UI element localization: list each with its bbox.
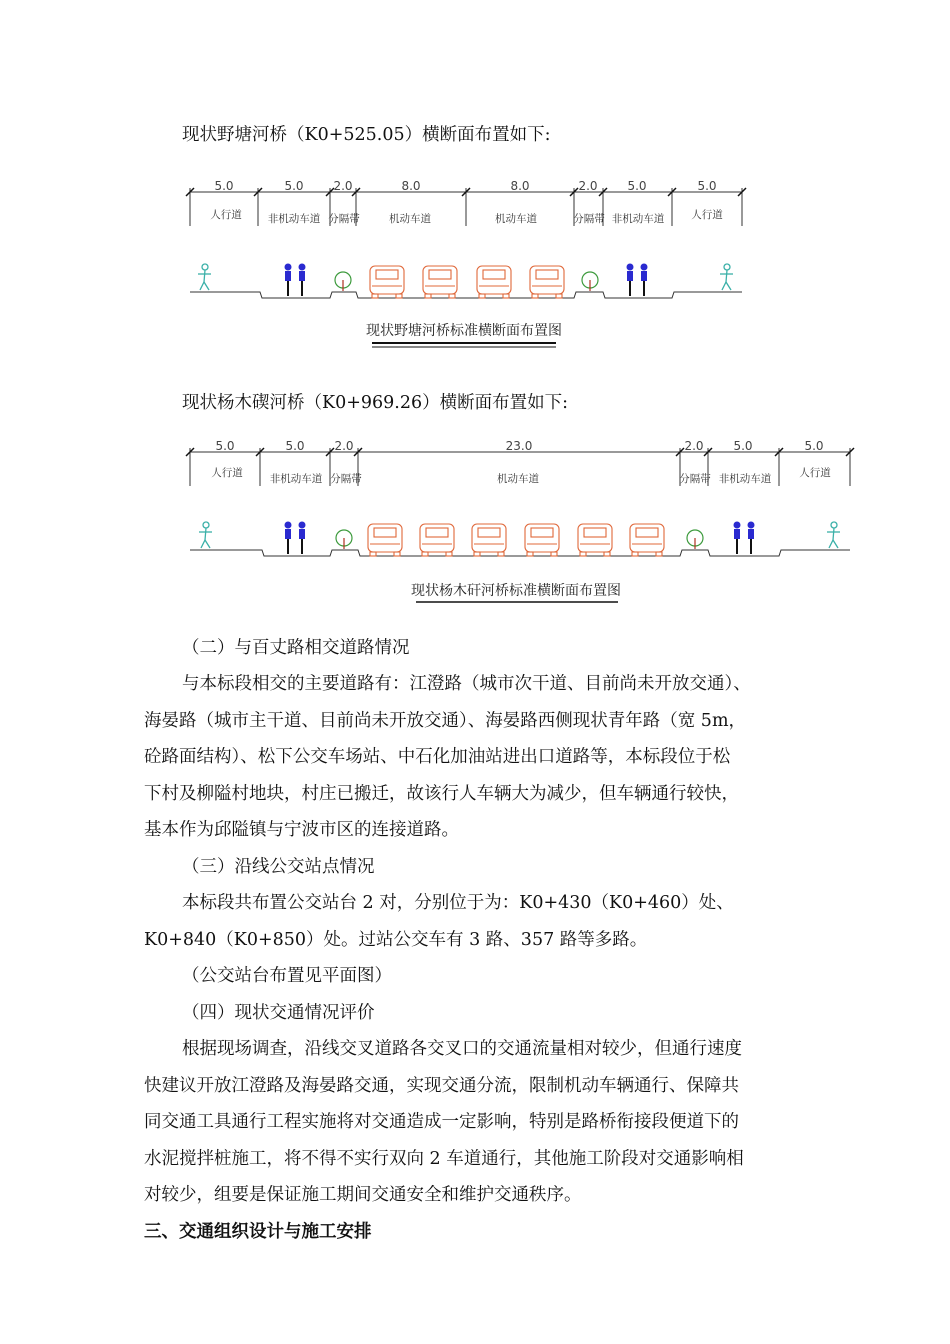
lane-label: 分隔带	[679, 473, 711, 485]
car-icon	[420, 524, 454, 556]
paragraph-line: 本标段共布置公交站台 2 对，分别位于为：K0+430（K0+460）处、	[182, 893, 734, 913]
tree-icon	[687, 530, 703, 549]
lane-label: 分隔带	[328, 213, 360, 225]
dim-label: 2.0	[333, 179, 353, 193]
dim-label: 23.0	[505, 439, 533, 453]
lane-label: 人行道	[799, 467, 831, 479]
lane-label: 人行道	[691, 209, 723, 221]
car-icon	[630, 524, 664, 556]
car-icon	[477, 266, 511, 298]
paragraph-line: 对较少，组要是保证施工期间交通安全和维护交通秩序。	[144, 1185, 582, 1205]
cyclist-icon	[734, 522, 741, 555]
paragraph-line: K0+840（K0+850）处。过站公交车有 3 路、357 路等多路。	[144, 930, 648, 950]
lane-label: 人行道	[210, 209, 242, 221]
car-icon	[525, 524, 559, 556]
dim-label: 2.0	[334, 439, 354, 453]
tree-icon	[336, 530, 352, 549]
dim-label: 5.0	[284, 179, 304, 193]
dim-label: 5.0	[733, 439, 753, 453]
cyclist-icon	[285, 522, 292, 555]
cross-section-figure-1	[0, 170, 950, 350]
dim-label: 5.0	[215, 439, 235, 453]
cyclist-icon	[748, 522, 755, 555]
paragraph-line: 海晏路（城市主干道、目前尚未开放交通）、海晏路西侧现状青年路（宽 5m，	[144, 711, 747, 731]
car-icon	[578, 524, 612, 556]
paragraph-line: 下村及柳隘村地块，村庄已搬迁，故该行人车辆大为减少，但车辆通行较快，	[144, 784, 739, 804]
figure-caption: 现状野塘河桥标准横断面布置图	[366, 323, 562, 339]
section-heading-2: （二）与百丈路相交道路情况	[182, 638, 410, 658]
dim-label: 8.0	[401, 179, 421, 193]
dim-label: 5.0	[214, 179, 234, 193]
pedestrian-icon	[199, 522, 212, 548]
lane-label: 机动车道	[495, 213, 537, 225]
cyclist-icon	[627, 264, 634, 297]
tree-icon	[582, 272, 598, 291]
cyclist-icon	[299, 522, 306, 555]
cyclist-icon	[285, 264, 292, 297]
intro-bridge-2: 现状杨木碶河桥（K0+969.26）横断面布置如下:	[182, 393, 568, 413]
section-heading-3: （三）沿线公交站点情况	[182, 857, 375, 877]
car-icon	[530, 266, 564, 298]
lane-label: 机动车道	[389, 213, 431, 225]
paragraph-line: 同交通工具通行工程实施将对交通造成一定影响，特别是路桥衔接段便道下的	[144, 1112, 739, 1132]
car-icon	[472, 524, 506, 556]
dim-label: 5.0	[804, 439, 824, 453]
lane-label: 分隔带	[573, 213, 605, 225]
pedestrian-icon	[827, 522, 840, 548]
note-line: （公交站台布置见平面图）	[182, 966, 392, 986]
dim-label: 2.0	[578, 179, 598, 193]
pedestrian-icon	[198, 264, 211, 290]
paragraph-line: 与本标段相交的主要道路有：江澄路（城市次干道、目前尚未开放交通）、	[182, 674, 751, 694]
lane-label: 非机动车道	[611, 213, 665, 225]
lane-label: 非机动车道	[267, 213, 321, 225]
lane-label: 人行道	[211, 467, 243, 479]
chapter-title: 三、交通组织设计与施工安排	[144, 1222, 372, 1242]
dim-label: 5.0	[627, 179, 647, 193]
dim-label: 5.0	[697, 179, 717, 193]
lane-label: 非机动车道	[718, 473, 772, 485]
lane-label: 机动车道	[497, 473, 539, 485]
car-icon	[423, 266, 457, 298]
paragraph-line: 快建议开放江澄路及海晏路交通，实现交通分流，限制机动车辆通行、保障共	[144, 1076, 739, 1096]
paragraph-line: 砼路面结构）、松下公交车场站、中石化加油站进出口道路等，本标段位于松	[144, 747, 731, 767]
tree-icon	[335, 272, 351, 291]
paragraph-line: 根据现场调查，沿线交叉道路各交叉口的交通流量相对较少，但通行速度	[182, 1039, 742, 1059]
paragraph-line: 水泥搅拌桩施工，将不得不实行双向 2 车道通行，其他施工阶段对交通影响相	[144, 1149, 744, 1169]
dim-label: 2.0	[684, 439, 704, 453]
section-heading-4: （四）现状交通情况评价	[182, 1003, 375, 1023]
lane-label: 非机动车道	[269, 473, 323, 485]
car-icon	[370, 266, 404, 298]
paragraph-line: 基本作为邱隘镇与宁波市区的连接道路。	[144, 820, 459, 840]
dim-label: 8.0	[510, 179, 530, 193]
cyclist-icon	[299, 264, 306, 297]
cross-section-figure-2	[0, 430, 950, 610]
intro-bridge-1: 现状野塘河桥（K0+525.05）横断面布置如下:	[182, 125, 551, 145]
pedestrian-icon	[720, 264, 733, 290]
cyclist-icon	[641, 264, 648, 297]
lane-label: 分隔带	[330, 473, 362, 485]
dim-label: 5.0	[285, 439, 305, 453]
car-icon	[368, 524, 402, 556]
figure-caption: 现状杨木矸河桥标准横断面布置图	[411, 583, 621, 599]
